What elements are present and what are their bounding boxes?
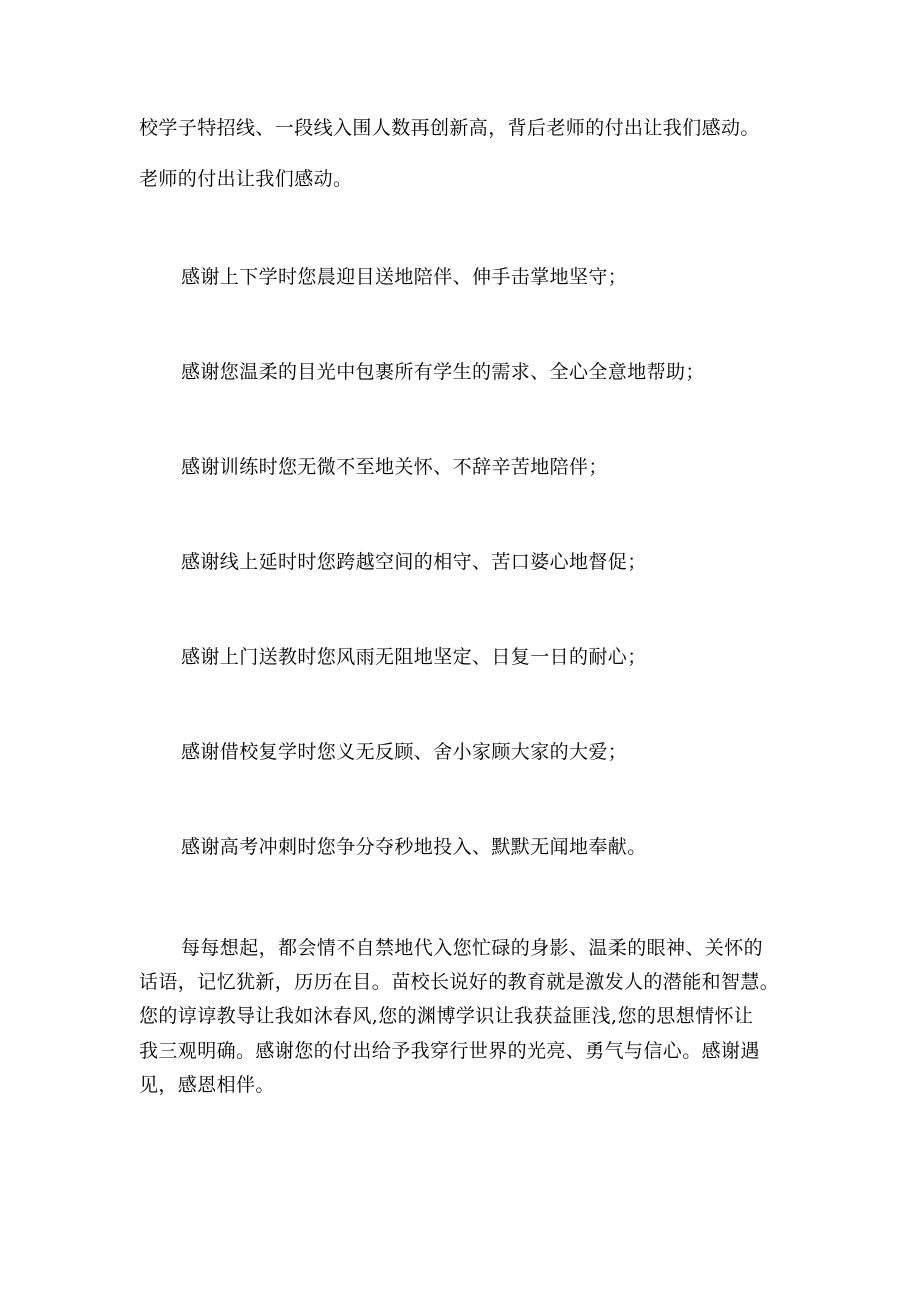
thanks-item-1: 感谢上下学时您晨迎目送地陪伴、伸手击掌地坚守； [181, 266, 628, 288]
closing-line-4: 我三观明确。感谢您的付出给予我穿行世界的光亮、勇气与信心。感谢遇 [139, 1039, 760, 1062]
thanks-item-2: 感谢您温柔的目光中包裹所有学生的需求、全心全意地帮助； [181, 361, 705, 383]
closing-line-1: 每每想起，都会情不自禁地代入您忙碌的身影、温柔的眼神、关怀的 [181, 937, 764, 959]
thanks-item-7: 感谢高考冲刺时您争分夺秒地投入、默默无闻地奉献。 [181, 836, 647, 858]
thanks-item-3: 感谢训练时您无微不至地关怀、不辞辛苦地陪伴； [181, 456, 608, 478]
intro-line-1: 校学子特招线、一段线入围人数再创新高，背后老师的付出让我们感动。 [139, 117, 760, 139]
thanks-item-6: 感谢借校复学时您义无反顾、舍小家顾大家的大爱； [181, 741, 628, 763]
thanks-item-5: 感谢上门送教时您风雨无阻地坚定、日复一日的耐心； [181, 646, 647, 668]
closing-line-5: 见，感恩相伴。 [139, 1073, 275, 1096]
intro-line-2: 老师的付出让我们感动。 [139, 168, 353, 190]
thanks-item-4: 感谢线上延时时您跨越空间的相守、苦口婆心地督促； [181, 551, 647, 573]
closing-line-2: 话语，记忆犹新，历历在目。苗校长说好的教育就是激发人的潜能和智慧。 [139, 971, 780, 994]
closing-paragraph [139, 931, 799, 1102]
closing-line-3: 您的谆谆教导让我如沐春风,您的渊博学识让我获益匪浅,您的思想情怀让 [139, 1005, 754, 1028]
